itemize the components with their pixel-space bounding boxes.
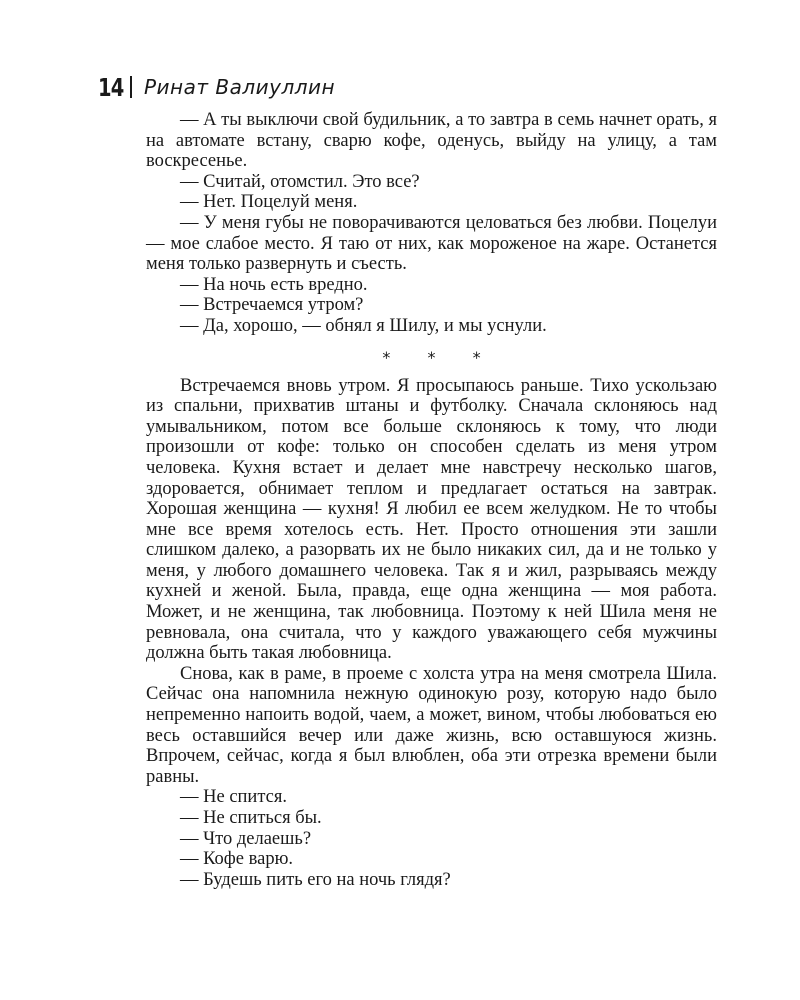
running-head (98, 70, 335, 104)
paragraph: Снова, как в раме, в проеме с холста утра на меня смотрела Шила. Сейчас она напомнила нежную одинокую розу, которую надо было непременно напоить водой, чаем, а может, вином, чтобы любоваться ею весь оставшийся вечер или даже жизнь, всю оставшуюся жизнь. Впрочем, сейчас, когда я был влюблен, оба эти отрезка времени были равны. (146, 663, 717, 787)
dialogue-line: — А ты выключи свой будильник, а то завтра в семь начнет орать, я на автомате встану, сварю кофе, оденусь, выйду на улицу, а там воскресенье. (146, 110, 717, 172)
dialogue-line: — Не спится. (180, 787, 287, 808)
dialogue-line: — На ночь есть вредно. (180, 274, 368, 295)
author-name: Ринат Валиуллин (144, 75, 336, 99)
dialogue-line: — Да, хорошо, — обнял я Шилу, и мы уснули. (180, 315, 547, 336)
dialogue-line: — У меня губы не поворачиваются целоваться без любви. Поцелуи — мое слабое место. Я таю от них, как мороженое на жаре. Останется меня только развернуть и съесть. (146, 212, 717, 275)
dialogue-line: — Будешь пить его на ночь глядя? (180, 869, 451, 890)
dialogue-line: — Встречаемся утром? (180, 295, 364, 316)
dialogue-line: — Что делаешь? (180, 828, 312, 849)
page-number: 14 (98, 72, 124, 102)
dialogue-line: — Кофе варю. (180, 849, 294, 870)
dialogue-line: — Считай, отомстил. Это все? (180, 171, 420, 192)
dialogue-line: — Не спиться бы. (180, 808, 322, 828)
section-separator: * * * (382, 347, 497, 367)
dialogue-line: — Нет. Поцелуй меня. (180, 192, 358, 213)
paragraph: Встречаемся вновь утром. Я просыпаюсь раньше. Тихо ускользаю из спальни, прихватив штаны и футболку. Сначала склоняюсь над умывальником, потом все больше склоняюсь к тому, что люди произошли от кофе: только он способен сделать из меня утром человека. Кухня встает и делает мне навстречу несколько шагов, здоровается, обнимает теплом и предлагает остаться на завтрак. Хорошая женщина — кухня! Я любил ее всем желудком. Не то чтобы мне все время хотелось есть. Нет. Просто отношения эти зашли слишком далеко, а разорвать их не было никаких сил, да и не только у меня, у любого домашнего человека. Так я и жил, разрываясь между кухней и женой. Была, правда, еще одна женщина — моя работа. Может, и не женщина, так любовница. Поэтому к ней Шила меня не ревновала, она считала, что у каждого уважающего себя мужчины должна быть такая любовница. (146, 375, 717, 664)
header-divider (130, 76, 132, 98)
body-text (146, 110, 717, 890)
